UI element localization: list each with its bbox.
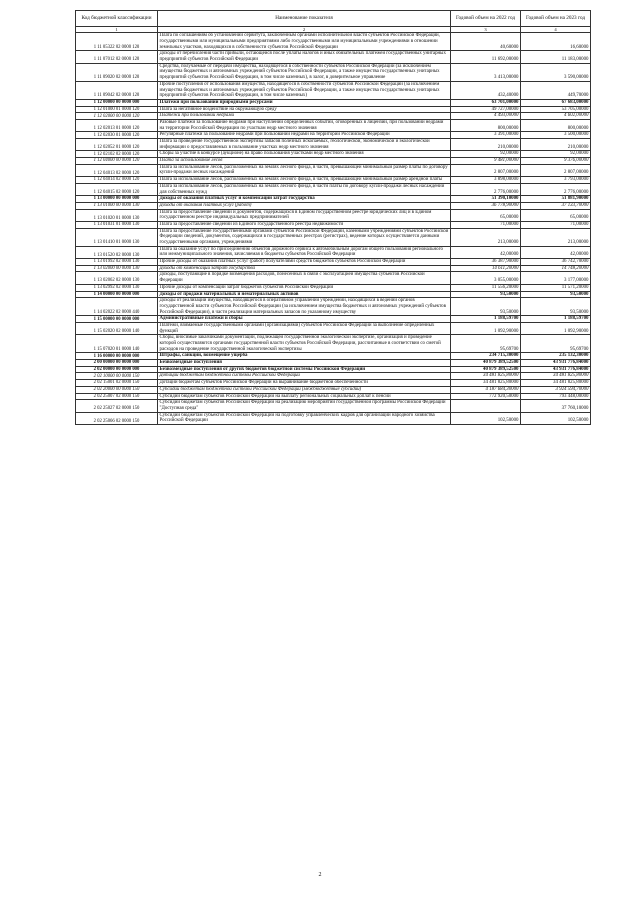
row-value-2022: 1 188,59700 [451, 316, 521, 323]
row-code: 2 02 15001 02 0000 150 [76, 380, 158, 387]
row-code: 1 12 04013 02 0000 120 [76, 164, 158, 176]
row-name: Плата за использование лесов, расположенных на землях лесного фонда, в части, превышающей минимальный размер арендной платы [158, 177, 451, 184]
row-name: Платежи при пользовании природными ресурсами [158, 99, 451, 106]
row-value-2023: 51 881,90000 [521, 196, 591, 203]
row-code: 1 12 02030 01 0000 120 [76, 132, 158, 139]
row-code: 1 12 02000 00 0000 120 [76, 113, 158, 120]
header-num-2: 2 [158, 27, 451, 33]
row-code: 1 13 00000 00 0000 000 [76, 196, 158, 203]
header-volume-2022: Годовой объем на 2022 год [451, 11, 521, 27]
table-row [76, 360, 591, 367]
row-code: 2 02 25066 02 0000 150 [76, 412, 158, 424]
row-name: Плата за оказание услуг по присоединению объектов дорожного сервиса к автомобильным дорогам общего пользования регионального или межмуниципального значения, зачисляемая в бюджеты субъектов Российской Федерации [158, 246, 451, 258]
header-name: Наименование показателя [158, 11, 451, 27]
row-value-2023: 4 602,00000 [521, 113, 591, 120]
row-code: 1 13 01031 01 0000 130 [76, 221, 158, 228]
row-value-2022: 93,50000 [451, 291, 521, 298]
row-value-2023: 449,70000 [521, 81, 591, 99]
row-value-2022: 4 187 684,30000 [451, 386, 521, 393]
row-value-2023: 11 183,00000 [521, 51, 591, 63]
row-code: 1 11 09020 02 0000 120 [76, 63, 158, 81]
row-value-2022: 210,00000 [451, 139, 521, 151]
row-value-2022: 2 776,00000 [451, 183, 521, 195]
table-row [76, 400, 591, 412]
row-code: 2 02 20000 00 0000 150 [76, 386, 158, 393]
row-value-2022 [451, 400, 521, 412]
row-code: 1 11 07012 02 0000 120 [76, 51, 158, 63]
row-value-2023: 210,00000 [521, 139, 591, 151]
row-code: 2 02 25027 02 0000 150 [76, 400, 158, 412]
row-value-2022: 432,40000 [451, 81, 521, 99]
row-value-2022: 42,00000 [451, 246, 521, 258]
table-row [76, 151, 591, 158]
row-value-2022: 3 413,00000 [451, 63, 521, 81]
row-value-2023: 2 776,00000 [521, 183, 591, 195]
row-name: Субсидии бюджетам субъектов Российской Федерации на выплату региональных социальных доплат к пенсии [158, 393, 451, 400]
row-code: 1 12 01000 01 0000 120 [76, 106, 158, 113]
header-num-4: 4 [521, 27, 591, 33]
row-code: 2 02 25007 02 0000 150 [76, 393, 158, 400]
table-row [76, 33, 591, 51]
row-name: Доходы от перечисления части прибыли, остающейся после уплаты налогов и иных обязательных платежей государственных унитарных предприятий субъектов Российской Федерации [158, 51, 451, 63]
row-name: Плата по соглашениям об установлении сервитута, заключенным органами исполнительной власти субъектов Российской Федерации, государственными или муниципальными предприятиями либо государственными или муниципальными учреждениями в отношении земельных участков, находящихся в собственности субъектов Российской Федерации [158, 33, 451, 51]
row-name: Субсидии бюджетам субъектов Российской Федерации на реализацию мероприятий государственной программы Российской Федерации "Доступная среда" [158, 400, 451, 412]
row-code: 1 12 04014 02 0000 120 [76, 177, 158, 184]
row-value-2023: 67 683,00000 [521, 99, 591, 106]
table-row [76, 51, 591, 63]
table-row [76, 366, 591, 373]
row-name: Безвозмездные поступления от других бюджетов бюджетной системы Российской Федерации [158, 366, 451, 373]
row-code: 2 02 00000 00 0000 000 [76, 366, 158, 373]
header-volume-2023: Годовой объем на 2023 год [521, 11, 591, 27]
table-row [76, 335, 591, 353]
row-value-2023: 71,00000 [521, 221, 591, 228]
header-code: Код бюджетной классификации [76, 11, 158, 27]
table-row [76, 298, 591, 316]
row-name: Дотации бюджетам субъектов Российской Федерации на выравнивание бюджетной обеспеченности [158, 380, 451, 387]
row-code: 1 15 02020 02 0000 140 [76, 322, 158, 334]
row-value-2023: 3 590,00000 [521, 63, 591, 81]
row-code: 1 12 04000 00 0000 120 [76, 158, 158, 165]
row-code: 1 11 09042 02 0000 120 [76, 81, 158, 99]
table-row [76, 322, 591, 334]
row-code: 1 13 01992 02 0000 130 [76, 259, 158, 266]
row-code: 1 13 01410 01 0000 130 [76, 228, 158, 246]
row-name: Доходы от оказания платных услуг и компенсации затрат государства [158, 196, 451, 203]
row-name: Сборы, вносимые заказчиками документации, подлежащей государственной экологической экспертизе, организация и проведение которой осуществляются органами государственной власти субъектов Российской Федерации, рассчитанные в соответствии со сметой расходов на проведение государственной экологической экспертизы [158, 335, 451, 353]
row-value-2023: 93,50000 [521, 291, 591, 298]
row-name: Штрафы, санкции, возмещение ущерба [158, 353, 451, 360]
row-value-2023: 11 571,20000 [521, 284, 591, 291]
table-row [76, 113, 591, 120]
row-name: Плата за предоставление сведений и документов, содержащихся в Едином государственном реестре юридических лиц и в Едином государственном реестре индивидуальных предпринимателей [158, 209, 451, 221]
table-row [76, 177, 591, 184]
row-value-2023: 16,60000 [521, 33, 591, 51]
table-row [76, 353, 591, 360]
row-value-2023: 14 748,20000 [521, 265, 591, 272]
row-value-2022: 36 778,90000 [451, 202, 521, 209]
row-value-2022: 34 481 825,80000 [451, 373, 521, 380]
row-name: Плата за негативное воздействие на окружающую среду [158, 106, 451, 113]
table-row [76, 380, 591, 387]
table-row [76, 202, 591, 209]
row-value-2022: 11 692,00000 [451, 51, 521, 63]
row-code: 1 14 00000 00 0000 000 [76, 291, 158, 298]
row-value-2023: 34 481 825,80000 [521, 380, 591, 387]
row-value-2022: 2 807,00000 [451, 164, 521, 176]
row-value-2022: 49 727,00000 [451, 106, 521, 113]
row-name: Регулярные платежи за пользование недрами при пользовании недрами на территории Российской Федерации [158, 132, 451, 139]
table-row [76, 106, 591, 113]
row-value-2022: 40,60000 [451, 33, 521, 51]
row-name: Платежи, взимаемые государственными органами (организациями) субъектов Российской Федерации за выполнение определенных функций [158, 322, 451, 334]
row-name: Прочие доходы от компенсации затрат бюджетов субъектов Российской Федерации [158, 284, 451, 291]
row-name: Сборы за участие в конкурсе (аукционе) на право пользования участками недр местного значения [158, 151, 451, 158]
row-code: 2 02 10000 00 0000 150 [76, 373, 158, 380]
row-name: Административные платежи и сборы [158, 316, 451, 323]
row-code: 2 00 00000 00 0000 000 [76, 360, 158, 367]
table-row [76, 316, 591, 323]
row-code: 1 13 02062 02 0000 130 [76, 272, 158, 284]
row-value-2023: 37 133,70000 [521, 202, 591, 209]
table-row [76, 81, 591, 99]
row-value-2022: 1 092,90000 [451, 322, 521, 334]
row-code: 1 11 05322 02 0000 120 [76, 33, 158, 51]
row-code: 1 12 02013 01 0000 120 [76, 119, 158, 131]
row-value-2022: 65,00000 [451, 209, 521, 221]
row-name: Платежи при пользовании недрами [158, 113, 451, 120]
row-value-2022: 11 556,20000 [451, 284, 521, 291]
row-value-2023: 92,00000 [521, 151, 591, 158]
row-name: Прочие доходы от оказания платных услуг (работ) получателями средств бюджетов субъектов Российской Федерации [158, 259, 451, 266]
row-value-2023: 1 188,59700 [521, 316, 591, 323]
row-name: Плата за использование лесов [158, 158, 451, 165]
row-code: 1 12 00000 00 0000 000 [76, 99, 158, 106]
row-value-2022: 4 493,00000 [451, 113, 521, 120]
row-value-2023: 65,00000 [521, 209, 591, 221]
row-name: Плата за проведение государственной экспертизы запасов полезных ископаемых, геологической, экономической и экологической информации о предоставляемых в пользование участках недр местного значения [158, 139, 451, 151]
row-name: Доходы, поступающие в порядке возмещения расходов, понесенных в связи с эксплуатацией имущества субъектов Российской Федерации [158, 272, 451, 284]
row-value-2022: 34 481 825,80000 [451, 380, 521, 387]
row-value-2023: 3 924 594,70000 [521, 386, 591, 393]
row-code: 1 12 04015 02 0000 120 [76, 183, 158, 195]
row-name: Доходы от продажи материальных и нематериальных активов [158, 291, 451, 298]
table-row [76, 246, 591, 258]
row-value-2022: 800,00000 [451, 119, 521, 131]
table-row [76, 196, 591, 203]
table-body [76, 33, 591, 425]
row-value-2022: 9 481,00000 [451, 158, 521, 165]
row-value-2022: 234 715,30000 [451, 353, 521, 360]
table-row [76, 272, 591, 284]
row-name: Плата за использование лесов, расположенных на землях лесного фонда, в части, превышающей минимальный размер платы по договору купли-продажи лесных насаждений [158, 164, 451, 176]
row-value-2023: 213,00000 [521, 228, 591, 246]
row-value-2023: 1 092,90000 [521, 322, 591, 334]
row-value-2023: 2 807,00000 [521, 164, 591, 176]
row-value-2022: 14 611,20000 [451, 265, 521, 272]
row-code: 1 13 01020 01 0000 130 [76, 209, 158, 221]
row-name: Дотации бюджетам бюджетной системы Российской Федерации [158, 373, 451, 380]
row-value-2023: 42,00000 [521, 246, 591, 258]
row-value-2022: 95,69700 [451, 335, 521, 353]
row-code: 1 12 02052 01 0000 120 [76, 139, 158, 151]
row-code: 1 15 00000 00 0000 000 [76, 316, 158, 323]
row-value-2022: 40 879 389,52500 [451, 360, 521, 367]
table-row [76, 291, 591, 298]
row-name: Субсидии бюджетам бюджетной системы Российской Федерации (межбюджетные субсидии) [158, 386, 451, 393]
table-row [76, 99, 591, 106]
row-name: Безвозмездные поступления [158, 360, 451, 367]
row-value-2022: 93,50000 [451, 298, 521, 316]
row-value-2023: 235 132,30000 [521, 353, 591, 360]
row-code: 1 14 02022 02 0000 440 [76, 298, 158, 316]
row-value-2023: 3 793,00000 [521, 177, 591, 184]
row-value-2023: 9 376,00000 [521, 158, 591, 165]
row-value-2023: 3 500,00000 [521, 132, 591, 139]
row-value-2023: 36 742,70000 [521, 259, 591, 266]
row-value-2023: 34 481 825,80000 [521, 373, 591, 380]
table-row [76, 132, 591, 139]
row-name: Прочие поступления от использования имущества, находящегося в собственности субъектов Российской Федерации (за исключением имущества бюджетных и автономных учреждений субъектов Российской Федерации, а также имущества государственных унитарных предприятий субъектов Российской Федерации, в том числе казенных) [158, 81, 451, 99]
row-code: 1 13 01000 00 0000 130 [76, 202, 158, 209]
row-value-2022: 3 055,00000 [451, 272, 521, 284]
header-num-3: 3 [451, 27, 521, 33]
table-row [76, 221, 591, 228]
table-row [76, 209, 591, 221]
table-row [76, 284, 591, 291]
row-name: Доходы от компенсации затрат государства [158, 265, 451, 272]
table-row [76, 373, 591, 380]
row-code: 1 12 02102 02 0000 120 [76, 151, 158, 158]
row-code: 1 13 02992 02 0000 130 [76, 284, 158, 291]
row-value-2022: 71,00000 [451, 221, 521, 228]
row-value-2022: 40 879 389,52500 [451, 366, 521, 373]
table-row [76, 139, 591, 151]
row-value-2023: 93,50000 [521, 298, 591, 316]
table-row [76, 158, 591, 165]
row-code: 1 16 00000 00 0000 000 [76, 353, 158, 360]
row-name: Субсидии бюджетам субъектов Российской Федерации на подготовку управленческих кадров для организаций народного хозяйства Российской Федерации [158, 412, 451, 424]
row-value-2022: 92,00000 [451, 151, 521, 158]
table-row [76, 265, 591, 272]
table-row [76, 63, 591, 81]
row-value-2023: 800,00000 [521, 119, 591, 131]
row-value-2022: 36 387,90000 [451, 259, 521, 266]
revenue-table [75, 10, 591, 425]
row-name: Средства, получаемые от передачи имущества, находящегося в собственности субъектов Российской Федерации (за исключением имущества бюджетных и автономных учреждений субъектов Российской Федерации, а также имущества государственных унитарных предприятий субъектов Российской Федерации, в том числе казенных), в залог, в доверительное управление [158, 63, 451, 81]
page-number: 2 [318, 872, 322, 878]
table-row [76, 259, 591, 266]
row-value-2023: 37 760,10000 [521, 400, 591, 412]
row-value-2022: 102,50000 [451, 412, 521, 424]
table-row [76, 228, 591, 246]
row-value-2023: 3 177,00000 [521, 272, 591, 284]
table-row [76, 412, 591, 424]
row-value-2022: 3 898,00000 [451, 177, 521, 184]
row-value-2023: 95,69700 [521, 335, 591, 353]
table-row [76, 164, 591, 176]
row-code: 1 13 02000 00 0000 130 [76, 265, 158, 272]
row-value-2023: 793 448,00000 [521, 393, 591, 400]
row-name: Доходы от реализации имущества, находящегося в оперативном управлении учреждений, находящихся в ведении органов государственной власти субъектов Российской Федерации (за исключением имущества бюджетных и автономных учреждений субъектов Российской Федерации), в части реализации материальных запасов по указанному имуществу [158, 298, 451, 316]
row-value-2023: 53 705,00000 [521, 106, 591, 113]
row-name: Разовые платежи за пользование недрами при наступлении определенных событий, оговоренных в лицензии, при пользовании недрами на территории Российской Федерации по участкам недр местного значения [158, 119, 451, 131]
row-code: 1 15 07020 01 0000 140 [76, 335, 158, 353]
row-name: Плата за использование лесов, расположенных на землях лесного фонда, в части платы по договору купли-продажи лесных насаждений для собственных нужд [158, 183, 451, 195]
row-value-2022: 772 920,50000 [451, 393, 521, 400]
row-value-2022: 63 701,00000 [451, 99, 521, 106]
row-value-2023: 102,50000 [521, 412, 591, 424]
table-row [76, 386, 591, 393]
table-row [76, 183, 591, 195]
table-row [76, 393, 591, 400]
header-num-1: 1 [76, 27, 158, 33]
row-value-2023: 43 931 776,84000 [521, 360, 591, 367]
row-code: 1 13 01520 02 0000 130 [76, 246, 158, 258]
row-name: Плата за предоставление государственными органами субъектов Российской Федерации, казенными учреждениями субъектов Российской Федерации сведений, документов, содержащихся в государственных реестрах (регистрах), ведение которых осуществляется данными государственными органами, учреждениями [158, 228, 451, 246]
row-value-2023: 43 931 776,84000 [521, 366, 591, 373]
table-row [76, 119, 591, 131]
row-value-2022: 51 390,10000 [451, 196, 521, 203]
row-name: Доходы от оказания платных услуг (работ) [158, 202, 451, 209]
row-value-2022: 213,00000 [451, 228, 521, 246]
row-name: Плата за предоставление сведений из Единого государственного реестра недвижимости [158, 221, 451, 228]
row-value-2022: 3 391,00000 [451, 132, 521, 139]
